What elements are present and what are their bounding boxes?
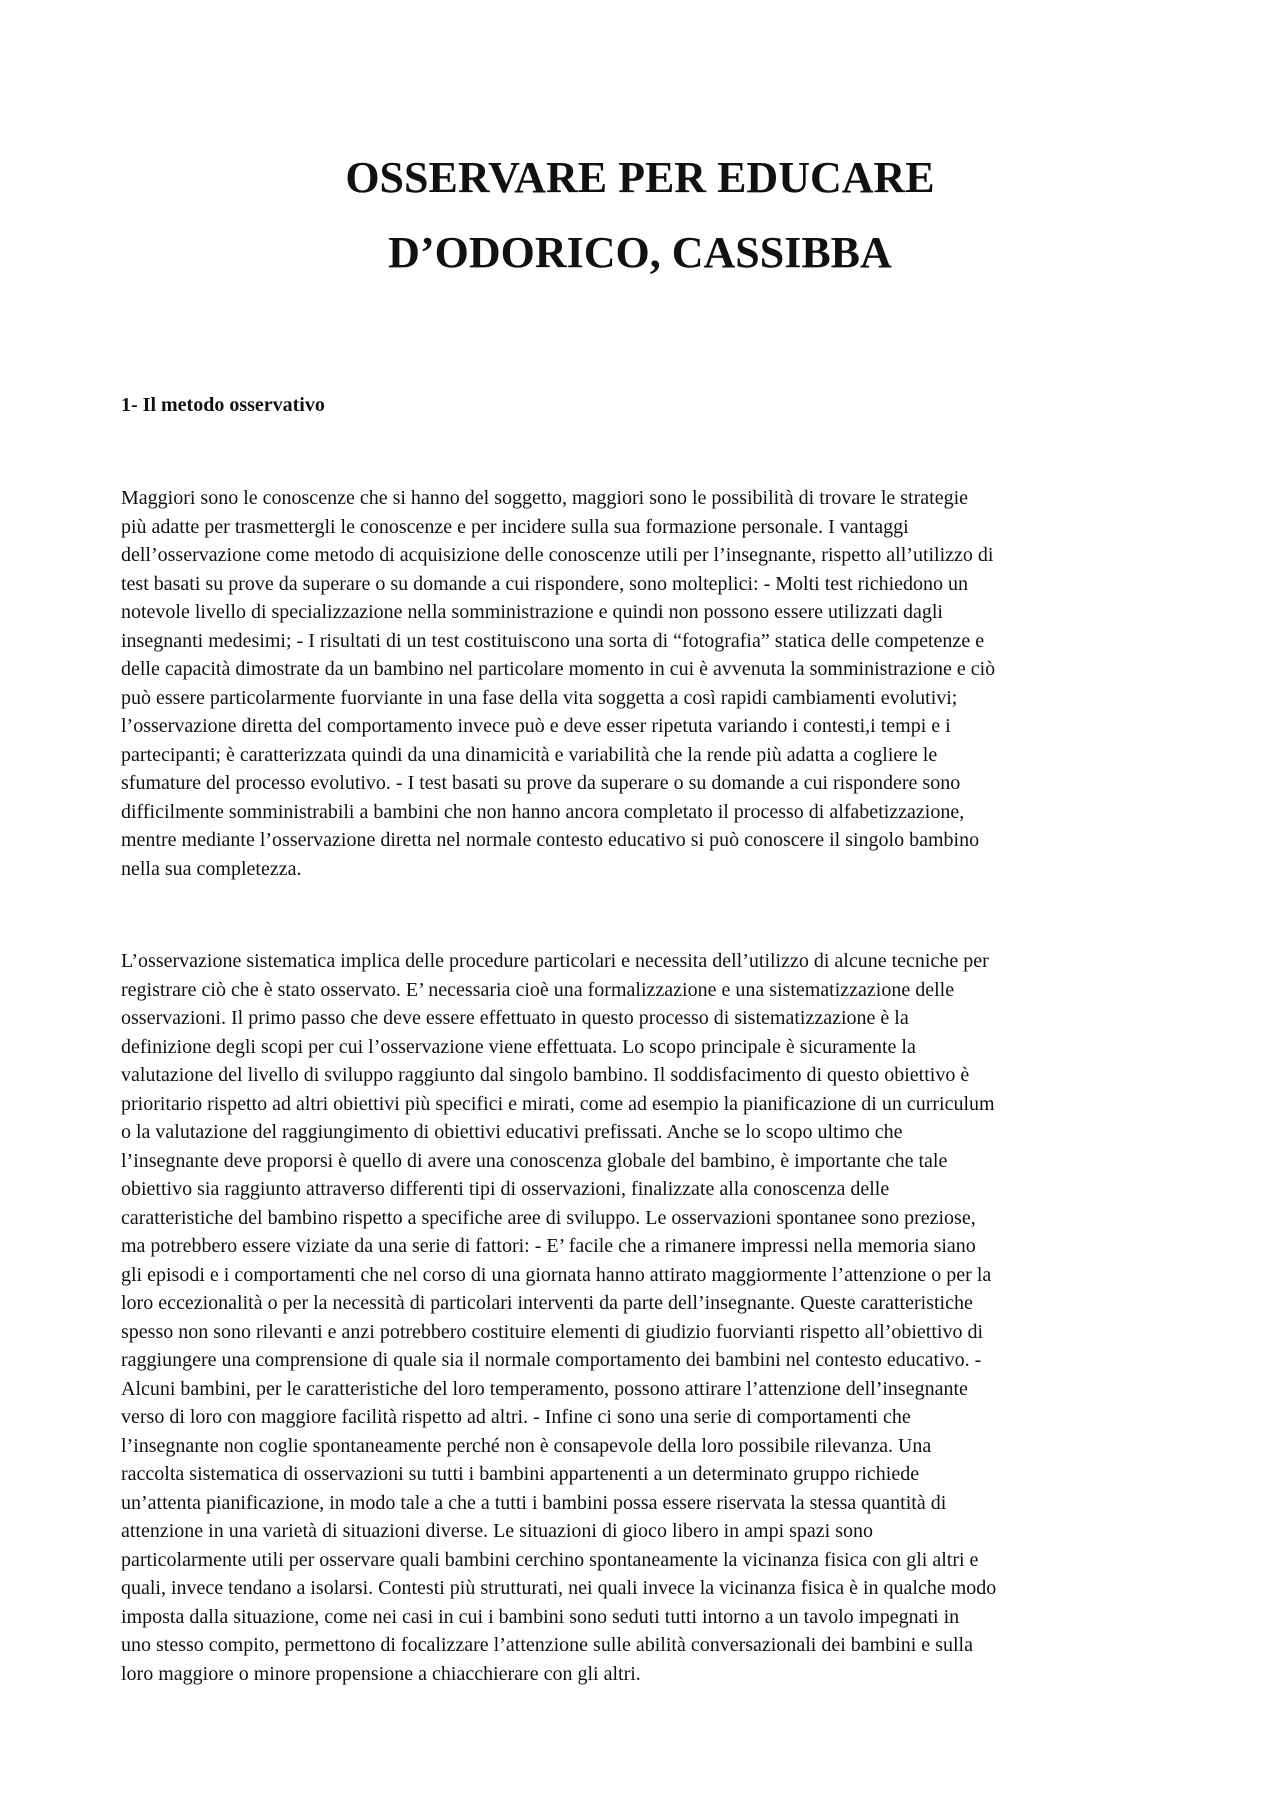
paragraph-line: mentre mediante l’osservazione diretta nel normale contesto educativo si può conoscere il singolo bambino <box>121 829 980 851</box>
paragraph-line: insegnanti medesimi; - I risultati di un test costituiscono una sorta di “fotografia” statica delle competenze e <box>121 629 985 652</box>
paragraph-line: registrare ciò che è stato osservato. E’ necessaria cioè una formalizzazione e una sistematizzazione delle <box>121 978 955 1001</box>
paragraph-1 <box>121 484 1169 883</box>
paragraph-2 <box>121 947 1169 1688</box>
paragraph-line: l’insegnante non coglie spontaneamente perché non è consapevole della loro possibile rilevanza. Una <box>121 1434 932 1457</box>
paragraph-line: osservazioni. Il primo passo che deve essere effettuato in questo processo di sistematizzazione è la <box>121 1007 909 1029</box>
paragraph-line: verso di loro con maggiore facilità rispetto ad altri. - Infine ci sono una serie di comportamenti che <box>121 1406 911 1428</box>
paragraph-line: partecipanti; è caratterizzata quindi da una dinamicità e variabilità che la rende più adatta a cogliere le <box>121 743 938 766</box>
paragraph-line: l’insegnante deve proporsi è quello di avere una conoscenza globale del bambino, è importante che tale <box>121 1149 948 1172</box>
paragraph-line: l’osservazione diretta del comportamento invece può e deve esser ripetuta variando i contesti,i tempi e i <box>121 715 951 737</box>
paragraph-line: può essere particolarmente fuorviante in una fase della vita soggetta a così rapidi cambiamenti evolutivi; <box>121 686 958 709</box>
paragraph-line: particolarmente utili per osservare quali bambini cerchino spontaneamente la vicinanza fisica con gli altri e <box>121 1548 979 1571</box>
document-title-line-2: D’ODORICO, CASSIBBA <box>388 228 892 277</box>
paragraph-line: definizione degli scopi per cui l’osservazione viene effettuata. Lo scopo principale è sicuramente la <box>121 1035 916 1058</box>
document-title-line-1: OSSERVARE PER EDUCARE <box>345 153 935 202</box>
paragraph-line: o la valutazione del raggiungimento di obiettivi educativi prefissati. Anche se lo scopo ultimo che <box>121 1121 903 1143</box>
paragraph-line: obiettivo sia raggiunto attraverso differenti tipi di osservazioni, finalizzate alla conoscenza delle <box>121 1178 890 1200</box>
paragraph-line: test basati su prove da superare o su domande a cui rispondere, sono molteplici: - Molti test richiedono un <box>121 572 969 595</box>
paragraph-line: un’attenta pianificazione, in modo tale a che a tutti i bambini possa essere riservata la stessa quantità di <box>121 1491 947 1514</box>
paragraph-line: sfumature del processo evolutivo. - I test basati su prove da superare o su domande a cui rispondere sono <box>121 772 961 794</box>
paragraph-line: difficilmente somministrabili a bambini che non hanno ancora completato il processo di alfabetizzazione, <box>121 800 965 823</box>
section-heading: 1- Il metodo osservativo <box>121 394 325 416</box>
paragraph-line: Maggiori sono le conoscenze che si hanno del soggetto, maggiori sono le possibilità di trovare le strategie <box>121 487 969 509</box>
paragraph-line: L’osservazione sistematica implica delle procedure particolari e necessita dell’utilizzo di alcune tecniche per <box>121 950 989 972</box>
paragraph-line: raccolta sistematica di osservazioni su tutti i bambini appartenenti a un determinato gruppo richiede <box>121 1463 920 1485</box>
paragraph-line: dell’osservazione come metodo di acquisizione delle conoscenze utili per l’insegnante, rispetto all’utilizzo di <box>121 544 994 566</box>
paragraph-line: Alcuni bambini, per le caratteristiche del loro temperamento, possono attirare l’attenzione dell’insegnante <box>121 1377 968 1400</box>
paragraph-line: notevole livello di specializzazione nella somministrazione e quindi non possono essere utilizzati dagli <box>121 601 943 623</box>
paragraph-line: spesso non sono rilevanti e anzi potrebbero costituire elementi di giudizio fuorvianti rispetto all’obiettivo di <box>121 1320 984 1343</box>
paragraph-line: loro maggiore o minore propensione a chiacchierare con gli altri. <box>121 1662 641 1685</box>
paragraph-line: imposta dalla situazione, come nei casi in cui i bambini sono seduti tutti intorno a un tavolo impegnati in <box>121 1605 960 1628</box>
paragraph-line: gli episodi e i comportamenti che nel corso di una giornata hanno attirato maggiormente l’attenzione o per la <box>121 1263 992 1286</box>
paragraph-line: più adatte per trasmettergli le conoscenze e per incidere sulla sua formazione personale. I vantaggi <box>121 515 909 538</box>
paragraph-line: valutazione del livello di sviluppo raggiunto dal singolo bambino. Il soddisfacimento di questo obiettivo è <box>121 1064 970 1086</box>
paragraph-line: delle capacità dimostrate da un bambino nel particolare momento in cui è avvenuta la somministrazione e ciò <box>121 658 996 680</box>
paragraph-line: prioritario rispetto ad altri obiettivi più specifici e mirati, come ad esempio la pianificazione di un curriculum <box>121 1092 995 1115</box>
paragraph-line: ma potrebbero essere viziate da una serie di fattori: - E’ facile che a rimanere impressi nella memoria siano <box>121 1235 976 1257</box>
paragraph-line: quali, invece tendano a isolarsi. Contesti più strutturati, nei quali invece la vicinanza fisica è in qualche modo <box>121 1577 997 1599</box>
paragraph-line: loro eccezionalità o per la necessità di particolari interventi da parte dell’insegnante. Queste caratteristiche <box>121 1292 973 1314</box>
paragraph-line: attenzione in una varietà di situazioni diverse. Le situazioni di gioco libero in ampi spazi sono <box>121 1520 874 1542</box>
paragraph-line: nella sua completezza. <box>121 857 302 880</box>
paragraph-line: uno stesso compito, permettono di focalizzare l’attenzione sulle abilità conversazionali dei bambini e sulla <box>121 1634 973 1656</box>
paragraph-line: raggiungere una comprensione di quale sia il normale comportamento dei bambini nel contesto educativo. - <box>121 1349 982 1371</box>
paragraph-line: caratteristiche del bambino rispetto a specifiche aree di sviluppo. Le osservazioni spontanee sono preziose, <box>121 1206 976 1229</box>
